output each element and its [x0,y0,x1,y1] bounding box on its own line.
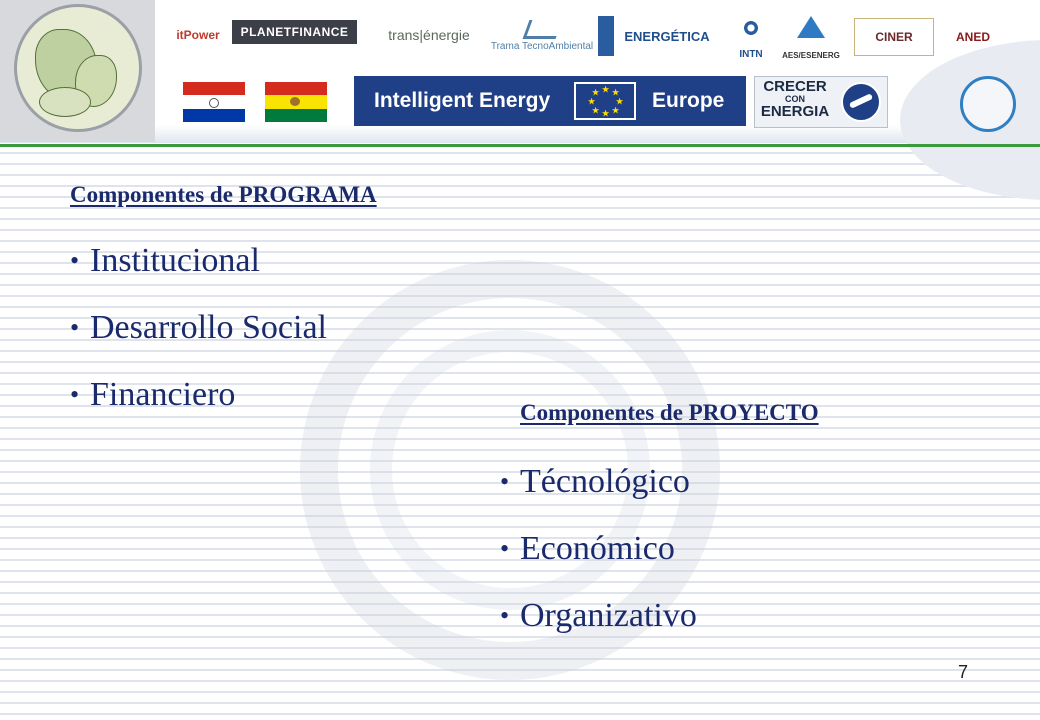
paraguay-flag [183,82,245,122]
list-item [70,375,327,442]
flag-stripe [265,82,327,95]
list-item [70,308,327,375]
banner-right-text: Europe [652,89,725,112]
list-item [70,241,327,308]
list-item-text: Económico [520,530,675,567]
intn-logo [730,14,772,60]
flag-seal [290,97,300,106]
star: ★ [588,97,596,106]
eu-stars-icon [574,82,636,120]
flag-stripe [265,95,327,108]
aes-esenerg-logo [780,14,842,60]
list-item [500,529,697,596]
list-item-text: Institucional [90,242,260,279]
transenergie-logo: trans|énergie [388,27,470,43]
map-region [39,87,91,117]
list-item [500,462,697,529]
bullet-icon: • [70,313,80,342]
flag-stripe [183,95,245,108]
map-icon [14,4,142,132]
bullet-icon: • [70,380,80,409]
list-item-text: Financiero [90,376,236,413]
star: ★ [612,88,620,97]
crecer-con-energia-logo [754,76,888,128]
aes-label: AES/ESENERG [782,51,840,60]
trama-tecnoambiental-logo [490,18,594,52]
aned-logo: ANED [955,30,990,44]
crecer-line3: ENERGIA [760,103,830,120]
list-item-text: Desarrollo Social [90,309,327,346]
intn-icon [739,16,763,40]
map-logo [0,0,155,142]
star: ★ [602,109,610,118]
triangle-icon [797,16,825,38]
ciner-logo: CINER [854,18,934,56]
intelligent-energy-europe-banner [354,76,746,126]
bullet-icon: • [500,601,510,630]
list-item-text: Organizativo [520,597,697,634]
star: ★ [592,88,600,97]
ring-icon [960,76,1016,132]
flag-seal [209,98,219,108]
intn-label: INTN [739,49,763,60]
flag-stripe [265,109,327,122]
trama-icon [523,20,563,39]
planetfinance-logo: PLANETFINANCE [232,20,357,44]
programa-list [70,241,327,442]
star: ★ [592,106,600,115]
flag-stripe [183,82,245,95]
bullet-icon: • [500,467,510,496]
header-divider [0,144,1040,147]
proyecto-title: Componentes de PROYECTO [520,400,819,425]
banner-left-text: Intelligent Energy [374,89,551,112]
star: ★ [602,85,610,94]
proyecto-list [500,462,697,663]
bullet-icon: • [70,246,80,275]
crecer-line1: CRECER [763,78,827,95]
list-item-text: Técnológico [520,463,690,500]
programa-title: Componentes de PROGRAMA [70,182,377,207]
star: ★ [612,106,620,115]
globe-icon [841,82,881,122]
header [0,0,1040,145]
page-number: 7 [958,662,969,682]
crecer-line2: CON [785,94,805,104]
bullet-icon: • [500,534,510,563]
star: ★ [616,97,624,106]
list-item [500,596,697,663]
crecer-text [759,79,831,119]
trama-label: Trama TecnoAmbiental [490,41,594,52]
itpower-logo: itPower [176,28,220,42]
bolivia-flag [265,82,327,122]
energetica-logo: ENERGÉTICA [598,16,720,56]
flag-stripe [183,109,245,122]
